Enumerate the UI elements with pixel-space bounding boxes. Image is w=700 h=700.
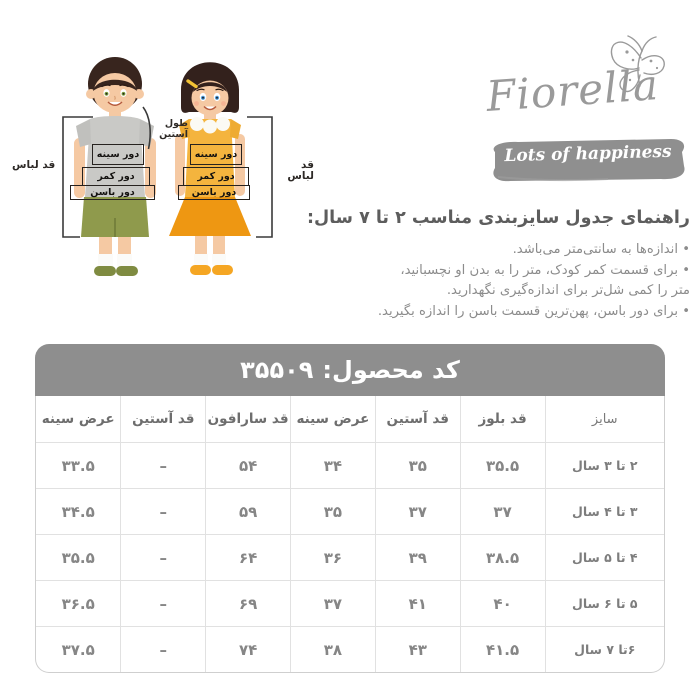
brand-logo-text: Fiorella: [484, 60, 661, 121]
guide-note-1: • اندازه‌ها به سانتی‌متر می‌باشد.: [512, 242, 690, 257]
col-header-size: سایز: [545, 396, 664, 443]
cell-value: ۴۱.۵: [460, 627, 545, 673]
cell-value: ۴۱: [375, 581, 460, 627]
boy-garment-length-label: قد لباس: [12, 159, 56, 171]
product-code-label: کد محصول:: [322, 356, 460, 384]
cell-value: ۳۴: [291, 443, 376, 489]
size-table-wrapper: [35, 396, 665, 673]
boy-waist-box: [82, 167, 150, 186]
cell-value: –: [121, 535, 206, 581]
cell-value: ۳۵: [291, 489, 376, 535]
guide-title: راهنمای جدول سایزبندی مناسب ۲ تا ۷ سال:: [307, 208, 690, 228]
table-row: [36, 581, 664, 627]
cell-value: ۶۴: [206, 535, 291, 581]
col-header-blouse-length: قد بلوز: [460, 396, 545, 443]
girl-waist-label: دور کمر: [197, 170, 235, 182]
boy-waist-label: دور کمر: [97, 170, 135, 182]
size-table-section: [35, 344, 665, 673]
cell-size: ۶تا ۷ سال: [545, 627, 664, 673]
brand-tagline: Lots of happiness: [504, 141, 672, 167]
cell-size: ۳ تا ۴ سال: [545, 489, 664, 535]
cell-value: ۳۷: [375, 489, 460, 535]
table-row: [36, 443, 664, 489]
sleeve-length-label: [148, 118, 188, 140]
cell-value: ۴۰: [460, 581, 545, 627]
guide-note-2: • برای قسمت کمر کودک، متر را به بدن او نچسبانید،: [400, 262, 690, 278]
cell-value: ۳۵: [375, 443, 460, 489]
cell-value: ۳۵.۵: [460, 443, 545, 489]
col-header-sarafon-sleeve: قد آستین: [121, 396, 206, 443]
cell-value: ۳۶.۵: [36, 581, 121, 627]
table-row: [36, 535, 664, 581]
girl-hip-label: دور باسن: [191, 186, 237, 198]
cell-value: ۳۹: [375, 535, 460, 581]
product-code-bar: [35, 344, 665, 396]
col-header-chest-width: عرض سینه: [291, 396, 376, 443]
col-header-sarafon-length: قد سارافون: [206, 396, 291, 443]
cell-value: ۳۳.۵: [36, 443, 121, 489]
cell-value: –: [121, 443, 206, 489]
girl-garment-length-bracket: [247, 117, 272, 237]
size-guide-text-block: [270, 208, 690, 322]
girl-waist-box: [183, 167, 249, 186]
cell-value: ۳۷.۵: [36, 627, 121, 673]
table-row: [36, 489, 664, 535]
cell-value: ۵۹: [206, 489, 291, 535]
cell-size: ۴ تا ۵ سال: [545, 535, 664, 581]
boy-hip-label: دور باسن: [90, 186, 135, 198]
size-table: [36, 396, 664, 672]
girl-garment-length-label: قد لباس: [287, 159, 314, 182]
cell-value: ۳۸.۵: [460, 535, 545, 581]
cell-value: ۷۴: [206, 627, 291, 673]
product-code-value: ۳۵۵۰۹: [240, 356, 314, 384]
cell-value: ۳۴.۵: [36, 489, 121, 535]
boy-chest-label: دور سینه: [96, 148, 140, 160]
boy-chest-box: [92, 144, 144, 165]
brand-tagline-banner: [488, 137, 688, 183]
sleeve-length-line2: آستین: [159, 129, 188, 140]
cell-value: ۵۴: [206, 443, 291, 489]
guide-note-2-continued: متر را کمی شل‌تر برای اندازه‌گیری نگهدارید.: [446, 283, 690, 298]
guide-note-3: • برای دور باسن، پهن‌ترین قسمت باسن را اندازه بگیرید.: [377, 303, 690, 319]
cell-size: ۲ تا ۳ سال: [545, 443, 664, 489]
cell-value: ۳۷: [291, 581, 376, 627]
girl-chest-label: دور سینه: [194, 148, 238, 160]
col-header-sarafon-chest: عرض سینه: [36, 396, 121, 443]
table-row: [36, 627, 664, 673]
size-table-header-row: [36, 396, 664, 443]
girl-chest-box: [190, 144, 242, 165]
boy-hip-box: [70, 185, 155, 200]
cell-value: ۳۵.۵: [36, 535, 121, 581]
col-header-sleeve-length: قد آستین: [375, 396, 460, 443]
children-illustration: [0, 40, 314, 282]
sleeve-length-line1: طول: [164, 118, 188, 129]
cell-value: ۳۷: [460, 489, 545, 535]
cell-size: ۵ تا ۶ سال: [545, 581, 664, 627]
cell-value: ۶۹: [206, 581, 291, 627]
cell-value: ۴۳: [375, 627, 460, 673]
cell-value: –: [121, 581, 206, 627]
cell-value: ۳۶: [291, 535, 376, 581]
girl-hip-box: [178, 185, 250, 200]
cell-value: ۳۸: [291, 627, 376, 673]
cell-value: –: [121, 489, 206, 535]
cell-value: –: [121, 627, 206, 673]
